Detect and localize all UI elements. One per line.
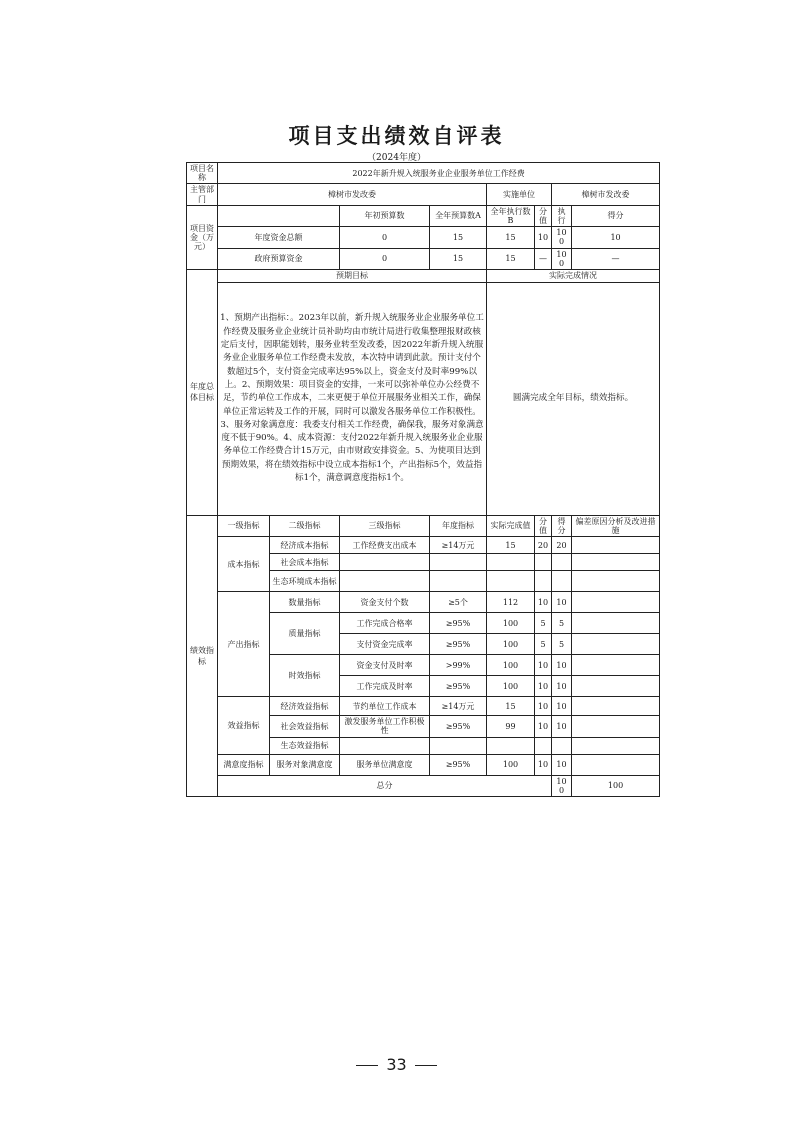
- cell: 支付资金完成率: [340, 634, 430, 655]
- annual-target-label: 年度指标: [430, 515, 487, 536]
- row-funds-gov: [187, 248, 660, 269]
- page-title: 项目支出绩效自评表: [288, 123, 505, 148]
- row-benefit-econ: [187, 697, 660, 716]
- project-name-label: 项目名称: [187, 163, 218, 184]
- cell: 20: [535, 537, 552, 554]
- actual-status-label: 实际完成情况: [487, 269, 660, 282]
- full-budget-label: 全年预算数A: [430, 205, 487, 226]
- project-name-value: 2022年新升规入统服务业企业服务单位工作经费: [218, 163, 660, 184]
- cell: 工作经费支出成本: [340, 537, 430, 554]
- cell: 10: [535, 697, 552, 716]
- performance-table: [186, 162, 660, 797]
- cell: 10: [535, 716, 552, 737]
- cell: 15: [487, 697, 535, 716]
- got-points-label: 得分: [552, 515, 572, 536]
- dept-label: 主管部门: [187, 184, 218, 205]
- row-project-name: [187, 163, 660, 184]
- annual-budget-label: 年初预算数: [340, 205, 430, 226]
- exec-rate-label: 执行: [552, 205, 572, 226]
- cell: 100: [487, 634, 535, 655]
- gov-budget-label: 政府预算资金: [218, 248, 340, 269]
- benefit-label: 效益指标: [218, 697, 270, 754]
- dash-left: [356, 1065, 378, 1066]
- cell: 社会效益指标: [270, 716, 340, 737]
- row-total: [187, 775, 660, 796]
- row-goal-header: [187, 269, 660, 282]
- cell: 5: [535, 613, 552, 634]
- cell: ≥14万元: [430, 697, 487, 716]
- cell: 服务单位满意度: [340, 754, 430, 775]
- cell: 服务对象满意度: [270, 754, 340, 775]
- cell: 工作完成及时率: [340, 676, 430, 697]
- dept-value: 樟树市发改委: [218, 184, 487, 205]
- cell: 资金支付及时率: [340, 655, 430, 676]
- cell: 15: [487, 248, 535, 269]
- cell: ≥14万元: [430, 537, 487, 554]
- total-got: 100: [572, 775, 660, 796]
- cell: 5: [552, 613, 572, 634]
- cell: 10: [572, 227, 660, 248]
- cell: 社会成本指标: [270, 554, 340, 571]
- cell: 10: [552, 716, 572, 737]
- row-funds-header: [187, 205, 660, 226]
- score-label: 得分: [572, 205, 660, 226]
- actual-value-label: 实际完成值: [487, 515, 535, 536]
- row-cost-econ: [187, 537, 660, 554]
- cost-label: 成本指标: [218, 537, 270, 592]
- cell: 数量指标: [270, 592, 340, 613]
- row-indicator-header: [187, 515, 660, 536]
- cell: 15: [430, 248, 487, 269]
- dash-right: [415, 1065, 437, 1066]
- goal-text: 1、预期产出指标：。2023年以前，新升规入统服务业企业服务单位工作经费及服务业企业统计员补助均由市统计局进行收集整理报财政核定后支付，因职能划转，服务业转至发改委，因2022年新升规入统服务业企业服务单位工作经费未发放，本次特申请到此款。预计支付个数超过5个，支付资金完成率达95%以上，资金支付及时率99%以上。2、预期效果：项目资金的安排，一来可以弥补单位办公经费不足，节约单位工作成本，二来更便于单位开展服务业相关工作，确保单位正常运转及工作的开展，同时可以激发各服务单位工作积极性。3、服务对象满意度：我委支付相关工作经费，确保我，服务对象满意度不低于90%。4、成本资源：支付2022年新升规入统服务业企业服务单位工作经费合计15万元，由市财政安排资金。5、为使项目达到预期效果，将在绩效指标中设立成本指标1个，产出指标5个，效益指标1个，满意调意度指标1个。: [218, 282, 487, 515]
- satisfaction-label: 满意度指标: [218, 754, 270, 775]
- annual-total-label: 年度资金总额: [218, 227, 340, 248]
- cell: 10: [535, 754, 552, 775]
- cell: 112: [487, 592, 535, 613]
- cell: 10: [552, 697, 572, 716]
- cell: —: [572, 248, 660, 269]
- level3-label: 三级指标: [340, 515, 430, 536]
- page-subtitle: （2024年度）: [367, 153, 426, 163]
- cell: 0: [340, 248, 430, 269]
- total-points: 100: [552, 775, 572, 796]
- impl-unit-label: 实施单位: [487, 184, 552, 205]
- total-label: 总分: [218, 775, 552, 796]
- deviation-label: 偏差原因分析及改进措施: [572, 515, 660, 536]
- impl-unit-value: 樟树市发改委: [552, 184, 660, 205]
- cell: 经济效益指标: [270, 697, 340, 716]
- cell: 10: [552, 655, 572, 676]
- cell: 经济成本指标: [270, 537, 340, 554]
- output-label: 产出指标: [218, 592, 270, 697]
- cell: 质量指标: [270, 613, 340, 655]
- cell: 10: [552, 754, 572, 775]
- cell: 100: [487, 613, 535, 634]
- cell: 0: [340, 227, 430, 248]
- funds-label: 项目资金（万元）: [187, 205, 218, 269]
- row-funds-total: [187, 227, 660, 248]
- cell: 生态环境成本指标: [270, 571, 340, 592]
- row-dept: [187, 184, 660, 205]
- cell: 10: [535, 227, 552, 248]
- cell: 100: [487, 655, 535, 676]
- cell: 99: [487, 716, 535, 737]
- cell: 10: [552, 676, 572, 697]
- cell: 20: [552, 537, 572, 554]
- cell: —: [535, 248, 552, 269]
- cell: 10: [535, 676, 552, 697]
- cell: 10: [552, 592, 572, 613]
- cell: 100: [552, 227, 572, 248]
- cell: 15: [487, 537, 535, 554]
- cell: ≥95%: [430, 754, 487, 775]
- cell: >99%: [430, 655, 487, 676]
- perf-indicator-label: 绩效指标: [187, 515, 218, 796]
- page-number: [0, 1055, 793, 1074]
- cell: 15: [487, 227, 535, 248]
- cell: 100: [487, 754, 535, 775]
- cell: 5: [535, 634, 552, 655]
- cell: 10: [535, 592, 552, 613]
- cell: ≥95%: [430, 676, 487, 697]
- row-satisfaction: [187, 754, 660, 775]
- actual-text: 圆满完成全年目标，绩效指标。: [487, 282, 660, 515]
- row-output-qty: [187, 592, 660, 613]
- page-number-value: 33: [386, 1055, 407, 1074]
- cell: 生态效益指标: [270, 737, 340, 754]
- cell: ≥95%: [430, 716, 487, 737]
- level2-label: 二级指标: [270, 515, 340, 536]
- cell: 100: [552, 248, 572, 269]
- row-goal-body: [187, 282, 660, 515]
- cell: 100: [487, 676, 535, 697]
- cell: 10: [535, 655, 552, 676]
- cell: 时效指标: [270, 655, 340, 697]
- cell: 15: [430, 227, 487, 248]
- level1-label: 一级指标: [218, 515, 270, 536]
- cell: ≥95%: [430, 634, 487, 655]
- cell: 激发服务单位工作积极性: [340, 716, 430, 737]
- cell: ≥95%: [430, 613, 487, 634]
- cell: 5: [552, 634, 572, 655]
- annual-goal-label: 年度总体目标: [187, 269, 218, 515]
- score-value-label: 分值: [535, 205, 552, 226]
- expected-goal-label: 预期目标: [218, 269, 487, 282]
- cell: 资金支付个数: [340, 592, 430, 613]
- cell: 工作完成合格率: [340, 613, 430, 634]
- points-label: 分值: [535, 515, 552, 536]
- cell: 节约单位工作成本: [340, 697, 430, 716]
- cell: ≥5个: [430, 592, 487, 613]
- full-exec-label: 全年执行数B: [487, 205, 535, 226]
